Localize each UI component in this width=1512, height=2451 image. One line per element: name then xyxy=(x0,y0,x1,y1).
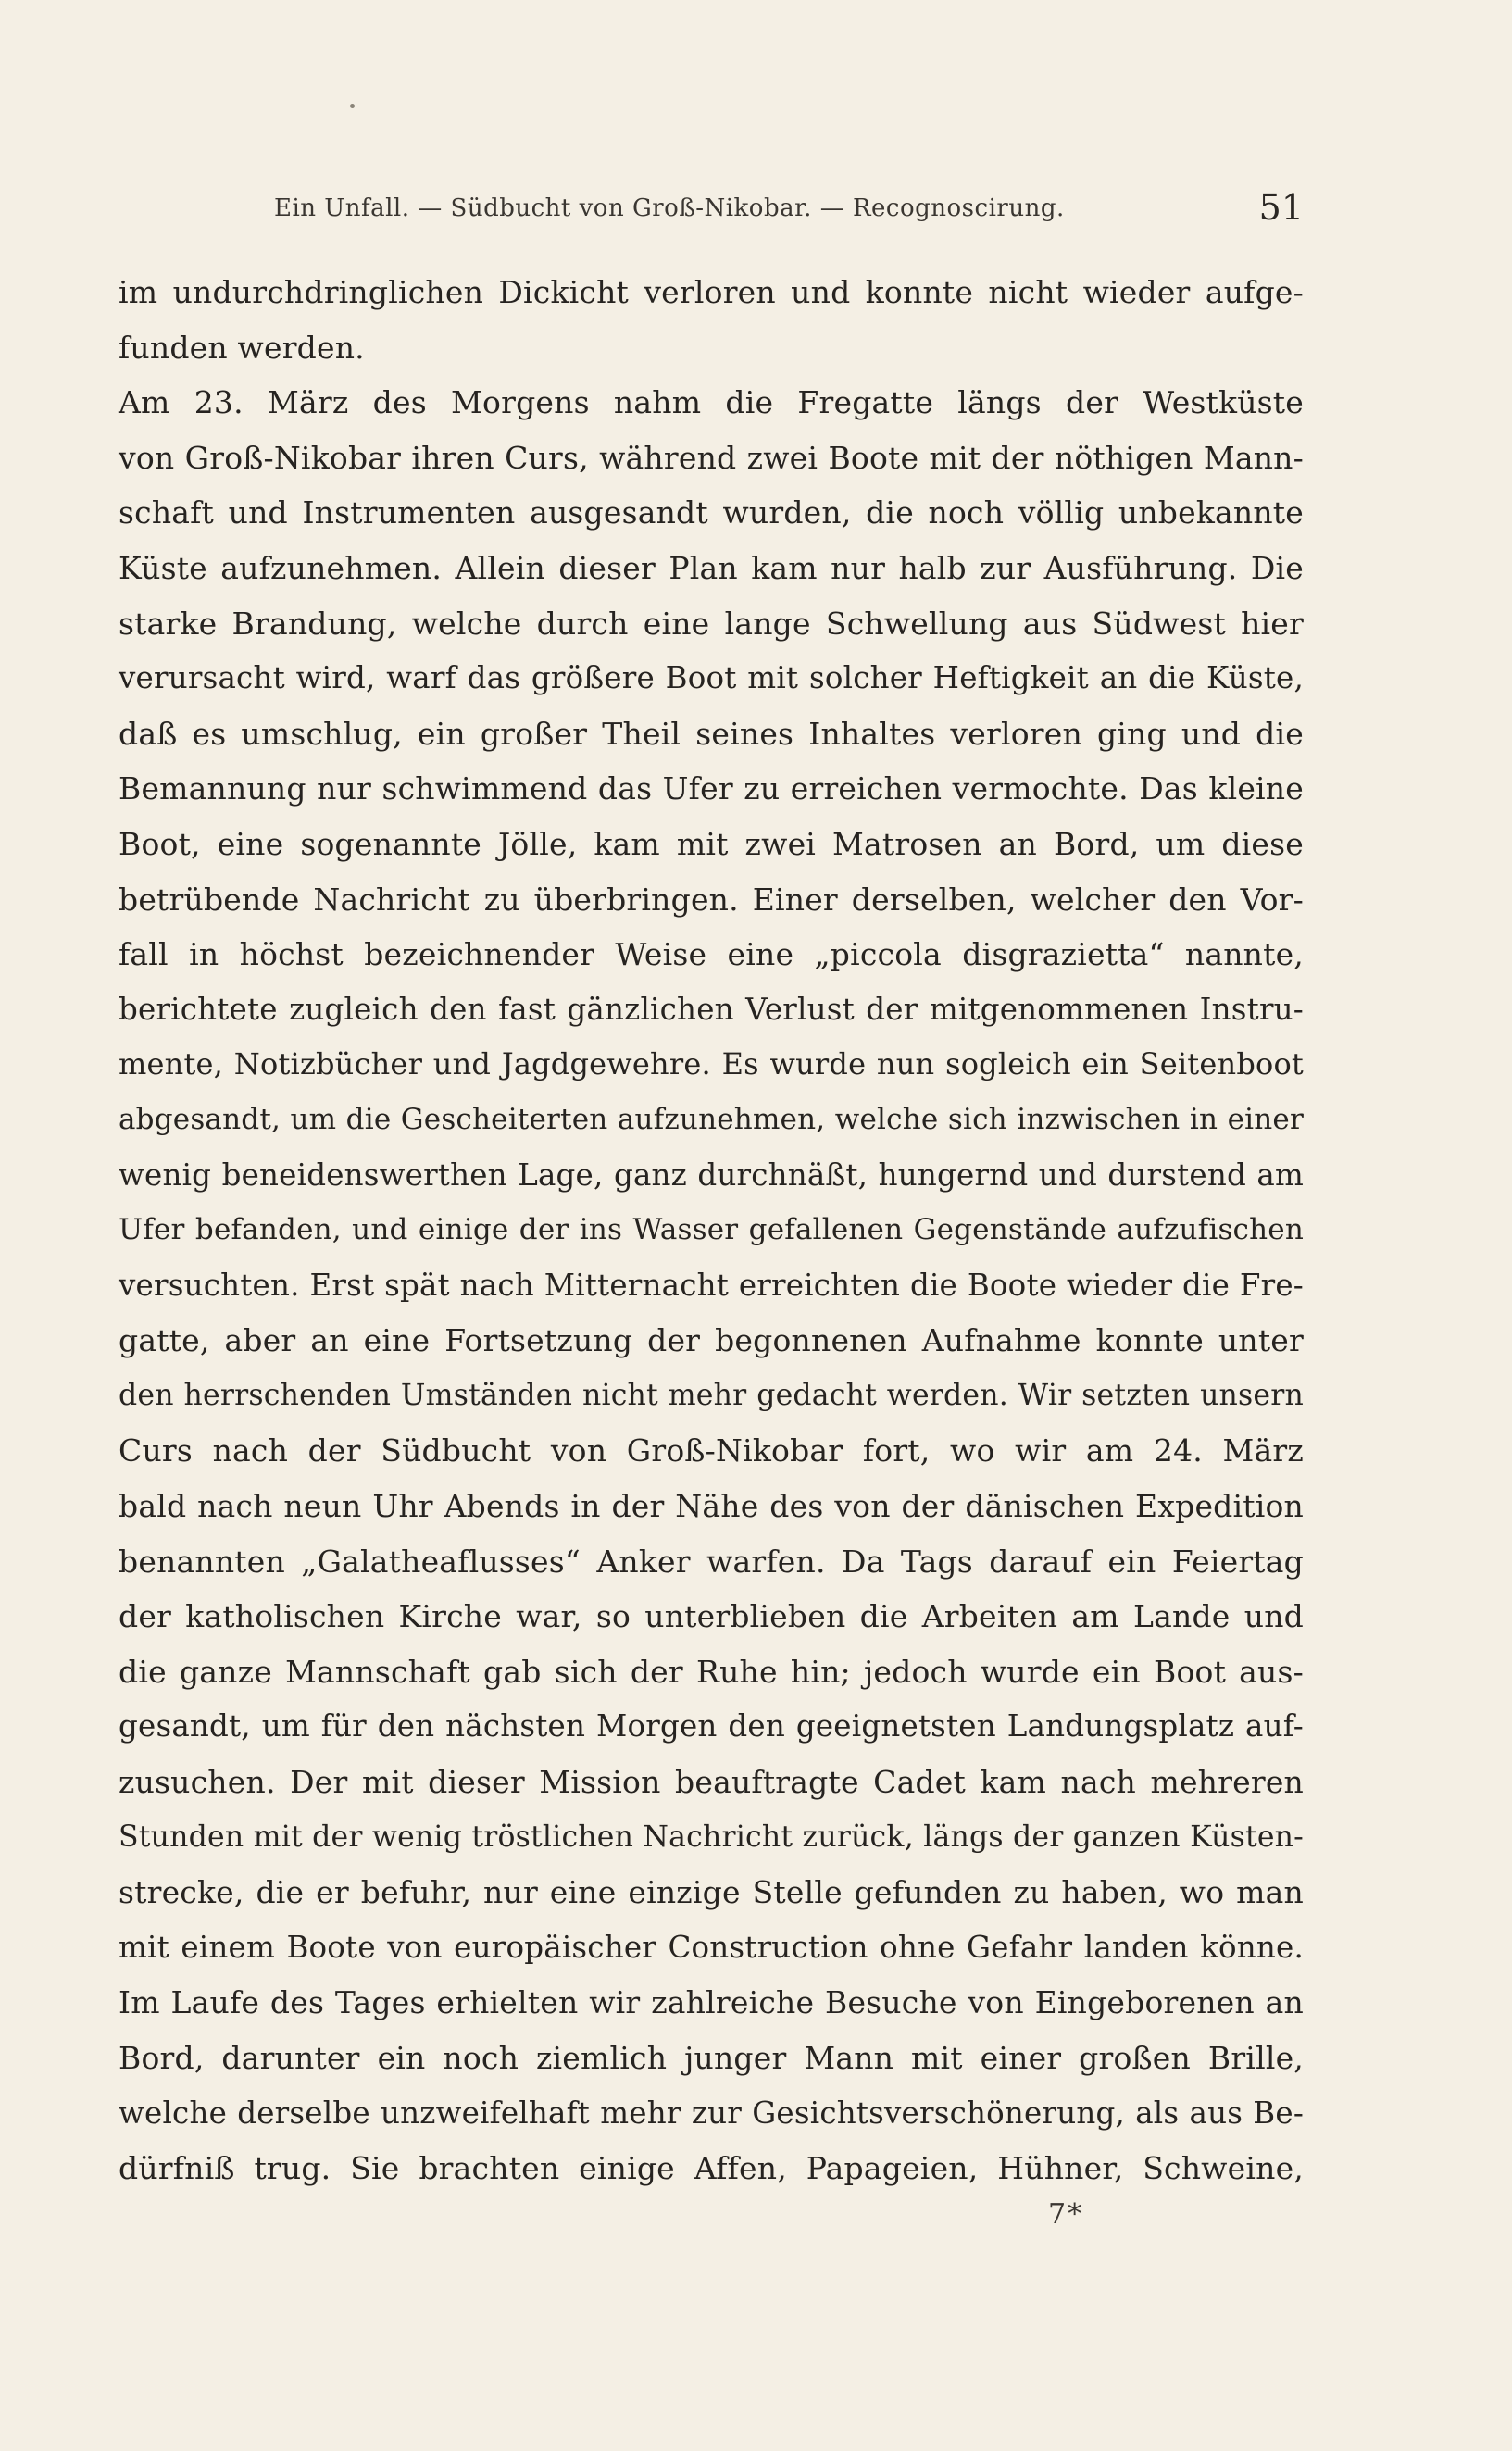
text-line: gesandt, um für den nächsten Morgen den geeignetsten Landungsplatz auf- xyxy=(119,1708,1304,1744)
text-line: Stunden mit der wenig tröstlichen Nachricht zurück, längs der ganzen Küsten- xyxy=(119,1819,1304,1854)
text-line: wenig beneidenswerthen Lage, ganz durchnäßt, hungernd und durstend am xyxy=(119,1157,1304,1193)
text-line: versuchten. Erst spät nach Mitternacht erreichten die Boote wieder die Fre- xyxy=(119,1267,1304,1303)
text-line: welche derselbe unzweifelhaft mehr zur Gesichtsverschönerung, als aus Be- xyxy=(119,2095,1304,2131)
text-line: schaft und Instrumenten ausgesandt wurden, die noch völlig unbekannte xyxy=(119,494,1304,531)
signature-mark: 7* xyxy=(1048,2198,1084,2231)
text-line: abgesandt, um die Gescheiterten aufzunehmen, welche sich inzwischen in einer xyxy=(119,1102,1304,1136)
text-line: Küste aufzunehmen. Allein dieser Plan kam nur halb zur Ausführung. Die xyxy=(119,549,1304,586)
running-head xyxy=(119,183,1304,231)
text-line: funden werden. xyxy=(119,329,365,366)
text-line: strecke, die er befuhr, nur eine einzige Stelle gefunden zu haben, wo man xyxy=(119,1874,1304,1911)
text-line: Im Laufe des Tages erhielten wir zahlreiche Besuche von Eingeborenen an xyxy=(119,1984,1304,2021)
text-line: betrübende Nachricht zu überbringen. Einer derselben, welcher den Vor- xyxy=(119,881,1304,918)
text-line: den herrschenden Umständen nicht mehr gedacht werden. Wir setzten unsern xyxy=(119,1378,1304,1412)
text-line: die ganze Mannschaft gab sich der Ruhe hin; jedoch wurde ein Boot aus- xyxy=(119,1653,1304,1690)
text-line: starke Brandung, welche durch eine lange Schwellung aus Südwest hier xyxy=(119,605,1304,642)
text-line: fall in höchst bezeichnender Weise eine „piccola disgrazietta“ nannte, xyxy=(119,936,1304,973)
text-line: Curs nach der Südbucht von Groß-Nikobar fort, wo wir am 24. März xyxy=(119,1432,1304,1469)
text-line: Am 23. März des Morgens nahm die Fregatte längs der Westküste xyxy=(119,384,1304,421)
text-line: Ufer befanden, und einige der ins Wasser gefallenen Gegenstände aufzufischen xyxy=(119,1213,1304,1247)
text-line: daß es umschlug, ein großer Theil seines Inhaltes verloren ging und die xyxy=(119,715,1304,752)
page-number: 51 xyxy=(1258,187,1304,228)
text-line: Boot, eine sogenannte Jölle, kam mit zwei Matrosen an Bord, um diese xyxy=(119,825,1304,862)
text-line: Bemannung nur schwimmend das Ufer zu erreichen vermochte. Das kleine xyxy=(119,770,1304,807)
text-line: verursacht wird, warf das größere Boot mit solcher Heftigkeit an die Küste, xyxy=(119,660,1304,696)
paper-speck xyxy=(350,104,355,108)
text-line: gatte, aber an eine Fortsetzung der begonnenen Aufnahme konnte unter xyxy=(119,1322,1304,1359)
text-line: berichtete zugleich den fast gänzlichen Verlust der mitgenommenen Instru- xyxy=(119,991,1304,1027)
text-line: Bord, darunter ein noch ziemlich junger Mann mit einer großen Brille, xyxy=(119,2040,1304,2076)
text-line: dürfniß trug. Sie brachten einige Affen, Papageien, Hühner, Schweine, xyxy=(119,2150,1304,2187)
text-line: zusuchen. Der mit dieser Mission beauftragte Cadet kam nach mehreren xyxy=(119,1764,1304,1801)
text-line: benannten „Galatheaflusses“ Anker warfen. Da Tags darauf ein Feiertag xyxy=(119,1543,1304,1580)
text-line: mente, Notizbücher und Jagdgewehre. Es wurde nun sogleich ein Seitenboot xyxy=(119,1046,1304,1082)
body-text xyxy=(119,265,1304,2196)
text-line: mit einem Boote von europäischer Construction ohne Gefahr landen könne. xyxy=(119,1929,1304,1965)
text-line: bald nach neun Uhr Abends in der Nähe des von der dänischen Expedition xyxy=(119,1488,1304,1525)
text-line: von Groß-Nikobar ihren Curs, während zwei Boote mit der nöthigen Mann- xyxy=(119,439,1304,476)
running-head-title: Ein Unfall. — Südbucht von Groß-Nikobar. — Recognoscirung. xyxy=(274,194,1065,222)
text-line: im undurchdringlichen Dickicht verloren und konnte nicht wieder aufge- xyxy=(119,274,1304,310)
text-line: der katholischen Kirche war, so unterblieben die Arbeiten am Lande und xyxy=(119,1598,1304,1635)
